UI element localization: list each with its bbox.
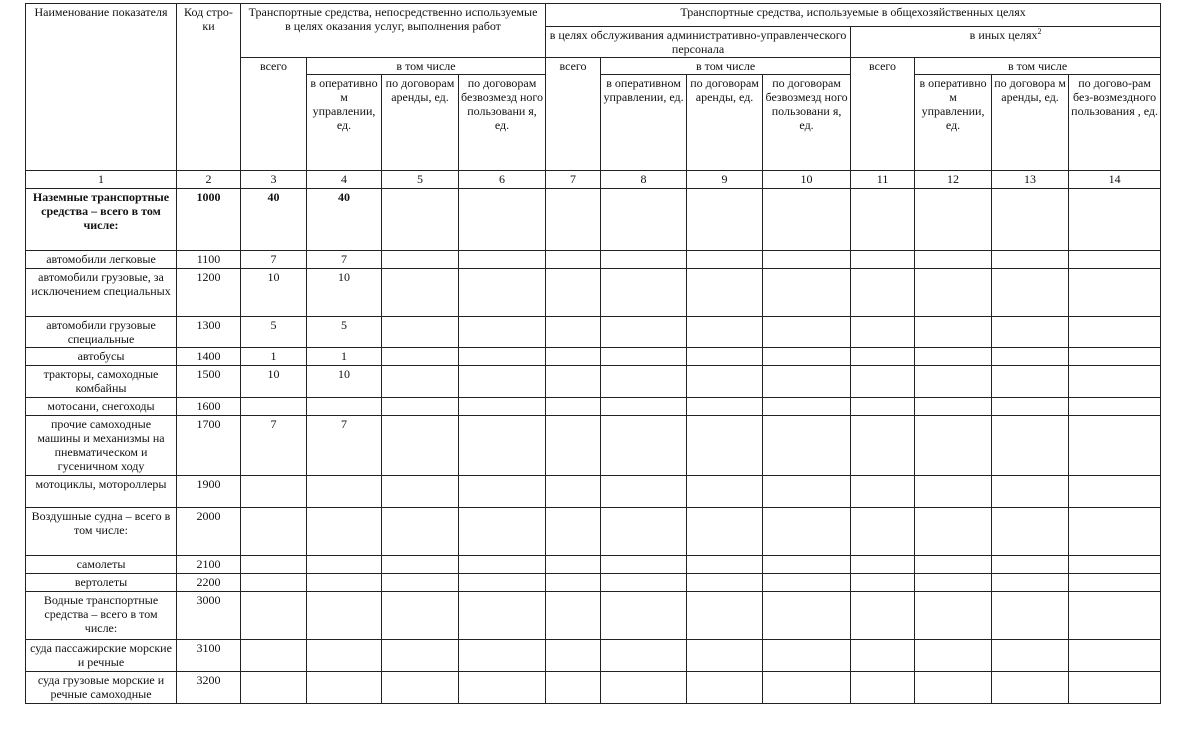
vehicles-table xyxy=(25,3,1161,704)
col-number: 3 xyxy=(241,171,307,189)
row-total xyxy=(241,398,307,416)
header-lease-c: по договора м аренды, ед. xyxy=(992,75,1069,171)
empty-cell xyxy=(1069,416,1161,476)
empty-cell xyxy=(601,251,687,269)
column-numbers-row xyxy=(26,171,1161,189)
empty-cell xyxy=(851,574,915,592)
empty-cell xyxy=(992,640,1069,672)
header-other xyxy=(851,27,1161,58)
empty-cell xyxy=(382,416,459,476)
col-number: 4 xyxy=(307,171,382,189)
header-lease-b: по договорам аренды, ед. xyxy=(687,75,763,171)
empty-cell xyxy=(763,640,851,672)
col-number: 9 xyxy=(687,171,763,189)
empty-cell xyxy=(851,251,915,269)
table-row xyxy=(26,556,1161,574)
empty-cell xyxy=(1069,366,1161,398)
row-code: 1600 xyxy=(177,398,241,416)
empty-cell xyxy=(992,348,1069,366)
table-row xyxy=(26,251,1161,269)
row-code: 1000 xyxy=(177,189,241,251)
empty-cell xyxy=(687,348,763,366)
empty-cell xyxy=(382,592,459,640)
row-code: 1300 xyxy=(177,317,241,348)
col-number: 12 xyxy=(915,171,992,189)
empty-cell xyxy=(601,508,687,556)
empty-cell xyxy=(546,398,601,416)
empty-cell xyxy=(687,366,763,398)
col-number: 2 xyxy=(177,171,241,189)
row-total xyxy=(241,476,307,508)
row-name: автомобили грузовые, за исключением специальных xyxy=(26,269,177,317)
row-name: самолеты xyxy=(26,556,177,574)
row-operative: 10 xyxy=(307,366,382,398)
row-total xyxy=(241,672,307,704)
header-free-b: по договорам безвозмезд ного пользовани я, ед. xyxy=(763,75,851,171)
row-code: 3000 xyxy=(177,592,241,640)
empty-cell xyxy=(851,317,915,348)
empty-cell xyxy=(459,416,546,476)
row-code: 2000 xyxy=(177,508,241,556)
empty-cell xyxy=(546,416,601,476)
table-row xyxy=(26,189,1161,251)
row-operative xyxy=(307,574,382,592)
row-operative xyxy=(307,672,382,704)
empty-cell xyxy=(459,556,546,574)
row-operative: 7 xyxy=(307,416,382,476)
empty-cell xyxy=(601,592,687,640)
row-name: Воздушные судна – всего в том числе: xyxy=(26,508,177,556)
table-row xyxy=(26,592,1161,640)
empty-cell xyxy=(546,348,601,366)
empty-cell xyxy=(992,672,1069,704)
empty-cell xyxy=(992,508,1069,556)
row-name: мотоциклы, мотороллеры xyxy=(26,476,177,508)
empty-cell xyxy=(1069,592,1161,640)
header-incl-c: в том числе xyxy=(915,58,1161,75)
row-name: тракторы, самоходные комбайны xyxy=(26,366,177,398)
empty-cell xyxy=(915,672,992,704)
empty-cell xyxy=(992,416,1069,476)
empty-cell xyxy=(546,556,601,574)
empty-cell xyxy=(915,592,992,640)
row-operative xyxy=(307,398,382,416)
empty-cell xyxy=(763,269,851,317)
empty-cell xyxy=(851,416,915,476)
empty-cell xyxy=(915,574,992,592)
table-row xyxy=(26,398,1161,416)
empty-cell xyxy=(601,317,687,348)
col-number: 7 xyxy=(546,171,601,189)
empty-cell xyxy=(382,348,459,366)
empty-cell xyxy=(851,189,915,251)
empty-cell xyxy=(1069,672,1161,704)
empty-cell xyxy=(1069,251,1161,269)
col-number: 8 xyxy=(601,171,687,189)
empty-cell xyxy=(851,508,915,556)
empty-cell xyxy=(763,317,851,348)
empty-cell xyxy=(851,476,915,508)
empty-cell xyxy=(763,251,851,269)
empty-cell xyxy=(546,366,601,398)
empty-cell xyxy=(687,189,763,251)
row-total xyxy=(241,556,307,574)
empty-cell xyxy=(763,416,851,476)
row-operative xyxy=(307,640,382,672)
row-operative: 7 xyxy=(307,251,382,269)
empty-cell xyxy=(992,476,1069,508)
row-total xyxy=(241,592,307,640)
header-name: Наименование показателя xyxy=(26,4,177,171)
col-number: 13 xyxy=(992,171,1069,189)
empty-cell xyxy=(546,317,601,348)
empty-cell xyxy=(763,508,851,556)
row-code: 1700 xyxy=(177,416,241,476)
empty-cell xyxy=(382,269,459,317)
row-operative: 1 xyxy=(307,348,382,366)
empty-cell xyxy=(1069,574,1161,592)
empty-cell xyxy=(687,251,763,269)
col-number: 1 xyxy=(26,171,177,189)
col-number: 11 xyxy=(851,171,915,189)
empty-cell xyxy=(992,317,1069,348)
empty-cell xyxy=(915,476,992,508)
row-total xyxy=(241,574,307,592)
col-number: 14 xyxy=(1069,171,1161,189)
empty-cell xyxy=(382,317,459,348)
row-name: прочие самоходные машины и механизмы на пневматическом и гусеничном ходу xyxy=(26,416,177,476)
empty-cell xyxy=(763,556,851,574)
empty-cell xyxy=(1069,398,1161,416)
empty-cell xyxy=(546,508,601,556)
table-row xyxy=(26,640,1161,672)
empty-cell xyxy=(459,640,546,672)
row-total: 7 xyxy=(241,416,307,476)
empty-cell xyxy=(601,398,687,416)
empty-cell xyxy=(382,398,459,416)
table-row xyxy=(26,508,1161,556)
empty-cell xyxy=(1069,317,1161,348)
empty-cell xyxy=(601,189,687,251)
empty-cell xyxy=(687,476,763,508)
empty-cell xyxy=(915,640,992,672)
row-operative: 10 xyxy=(307,269,382,317)
empty-cell xyxy=(1069,189,1161,251)
header-direct-use xyxy=(241,4,546,58)
header-operative-b: в оперативном управлении, ед. xyxy=(601,75,687,171)
empty-cell xyxy=(546,251,601,269)
empty-cell xyxy=(459,508,546,556)
row-code: 1500 xyxy=(177,366,241,398)
table-row xyxy=(26,317,1161,348)
empty-cell xyxy=(687,640,763,672)
empty-cell xyxy=(915,317,992,348)
row-total xyxy=(241,508,307,556)
table-row xyxy=(26,672,1161,704)
table-row xyxy=(26,348,1161,366)
empty-cell xyxy=(915,556,992,574)
row-total: 10 xyxy=(241,269,307,317)
header-lease-a: по договорам аренды, ед. xyxy=(382,75,459,171)
table-row xyxy=(26,366,1161,398)
row-operative: 5 xyxy=(307,317,382,348)
row-total: 10 xyxy=(241,366,307,398)
empty-cell xyxy=(851,672,915,704)
empty-cell xyxy=(546,269,601,317)
empty-cell xyxy=(851,640,915,672)
empty-cell xyxy=(992,574,1069,592)
row-operative xyxy=(307,508,382,556)
row-name: вертолеты xyxy=(26,574,177,592)
header-general-use: Транспортные средства, используемые в общехозяйственных целях xyxy=(546,4,1161,27)
empty-cell xyxy=(851,269,915,317)
empty-cell xyxy=(851,592,915,640)
empty-cell xyxy=(915,348,992,366)
empty-cell xyxy=(601,672,687,704)
row-total: 1 xyxy=(241,348,307,366)
empty-cell xyxy=(382,476,459,508)
empty-cell xyxy=(601,269,687,317)
footnote-mark: 2 xyxy=(1037,27,1042,36)
row-name: суда грузовые морские и речные самоходные xyxy=(26,672,177,704)
row-code: 1900 xyxy=(177,476,241,508)
empty-cell xyxy=(915,366,992,398)
row-name: суда пассажирские морские и речные xyxy=(26,640,177,672)
empty-cell xyxy=(459,592,546,640)
empty-cell xyxy=(851,556,915,574)
empty-cell xyxy=(601,476,687,508)
empty-cell xyxy=(851,398,915,416)
row-code: 1200 xyxy=(177,269,241,317)
empty-cell xyxy=(915,508,992,556)
empty-cell xyxy=(459,348,546,366)
header-total-a: всего xyxy=(241,58,307,171)
empty-cell xyxy=(601,640,687,672)
empty-cell xyxy=(915,416,992,476)
header-incl-a: в том числе xyxy=(307,58,546,75)
empty-cell xyxy=(601,348,687,366)
row-total: 40 xyxy=(241,189,307,251)
empty-cell xyxy=(382,189,459,251)
empty-cell xyxy=(992,269,1069,317)
table-row xyxy=(26,416,1161,476)
empty-cell xyxy=(459,574,546,592)
empty-cell xyxy=(851,366,915,398)
row-name: автомобили грузовые специальные xyxy=(26,317,177,348)
empty-cell xyxy=(546,189,601,251)
empty-cell xyxy=(1069,508,1161,556)
empty-cell xyxy=(459,317,546,348)
table-row xyxy=(26,574,1161,592)
empty-cell xyxy=(915,398,992,416)
empty-cell xyxy=(915,189,992,251)
header-incl-b: в том числе xyxy=(601,58,851,75)
empty-cell xyxy=(687,416,763,476)
empty-cell xyxy=(459,269,546,317)
empty-cell xyxy=(382,640,459,672)
empty-cell xyxy=(687,672,763,704)
empty-cell xyxy=(546,476,601,508)
empty-cell xyxy=(1069,476,1161,508)
header-other-label: в иных целях xyxy=(969,28,1038,42)
empty-cell xyxy=(1069,269,1161,317)
empty-cell xyxy=(763,672,851,704)
empty-cell xyxy=(915,269,992,317)
empty-cell xyxy=(763,348,851,366)
row-name: Водные транспортные средства – всего в том числе: xyxy=(26,592,177,640)
empty-cell xyxy=(687,556,763,574)
empty-cell xyxy=(382,556,459,574)
empty-cell xyxy=(687,269,763,317)
empty-cell xyxy=(1069,640,1161,672)
data-rows xyxy=(26,189,1161,704)
empty-cell xyxy=(459,366,546,398)
empty-cell xyxy=(851,348,915,366)
header-total-b: всего xyxy=(546,58,601,171)
empty-cell xyxy=(992,189,1069,251)
empty-cell xyxy=(601,574,687,592)
empty-cell xyxy=(546,640,601,672)
empty-cell xyxy=(992,366,1069,398)
row-code: 1100 xyxy=(177,251,241,269)
empty-cell xyxy=(601,366,687,398)
empty-cell xyxy=(687,317,763,348)
empty-cell xyxy=(992,592,1069,640)
header-operative-c: в оперативно м управлении, ед. xyxy=(915,75,992,171)
empty-cell xyxy=(601,416,687,476)
report-form xyxy=(25,3,1161,704)
empty-cell xyxy=(763,476,851,508)
empty-cell xyxy=(687,592,763,640)
header-free-c: по догово-рам без-возмездного пользования , ед. xyxy=(1069,75,1161,171)
empty-cell xyxy=(382,574,459,592)
row-total xyxy=(241,640,307,672)
empty-cell xyxy=(763,366,851,398)
row-name: автомобили легковые xyxy=(26,251,177,269)
row-operative xyxy=(307,592,382,640)
empty-cell xyxy=(546,574,601,592)
header-free-a: по договорам безвозмезд ного пользовани я, ед. xyxy=(459,75,546,171)
empty-cell xyxy=(459,251,546,269)
row-operative: 40 xyxy=(307,189,382,251)
empty-cell xyxy=(382,251,459,269)
empty-cell xyxy=(687,574,763,592)
empty-cell xyxy=(992,556,1069,574)
row-code: 2200 xyxy=(177,574,241,592)
empty-cell xyxy=(992,398,1069,416)
empty-cell xyxy=(763,398,851,416)
row-operative xyxy=(307,556,382,574)
row-code: 3200 xyxy=(177,672,241,704)
empty-cell xyxy=(459,476,546,508)
empty-cell xyxy=(1069,348,1161,366)
header-operative-a: в оперативно м управлении, ед. xyxy=(307,75,382,171)
header-code: Код стро-ки xyxy=(177,4,241,171)
empty-cell xyxy=(382,366,459,398)
empty-cell xyxy=(459,189,546,251)
col-number: 5 xyxy=(382,171,459,189)
empty-cell xyxy=(459,672,546,704)
table-row xyxy=(26,269,1161,317)
row-operative xyxy=(307,476,382,508)
empty-cell xyxy=(546,592,601,640)
empty-cell xyxy=(915,251,992,269)
row-name: автобусы xyxy=(26,348,177,366)
col-number: 10 xyxy=(763,171,851,189)
empty-cell xyxy=(763,592,851,640)
empty-cell xyxy=(459,398,546,416)
col-number: 6 xyxy=(459,171,546,189)
empty-cell xyxy=(601,556,687,574)
row-code: 2100 xyxy=(177,556,241,574)
empty-cell xyxy=(1069,556,1161,574)
header-direct-line2: в целях оказания услуг, выполнения работ xyxy=(285,19,501,33)
header-admin: в целях обслуживания административно-управленческого персонала xyxy=(546,27,851,58)
row-name: мотосани, снегоходы xyxy=(26,398,177,416)
empty-cell xyxy=(687,398,763,416)
empty-cell xyxy=(382,672,459,704)
row-total: 5 xyxy=(241,317,307,348)
empty-cell xyxy=(546,672,601,704)
row-code: 1400 xyxy=(177,348,241,366)
empty-cell xyxy=(992,251,1069,269)
row-name: Наземные транспортные средства – всего в том числе: xyxy=(26,189,177,251)
header-total-c: всего xyxy=(851,58,915,171)
table-row xyxy=(26,476,1161,508)
empty-cell xyxy=(763,574,851,592)
empty-cell xyxy=(687,508,763,556)
row-total: 7 xyxy=(241,251,307,269)
empty-cell xyxy=(763,189,851,251)
header-direct-line1: Транспортные средства, непосредственно используемые xyxy=(248,5,538,19)
row-code: 3100 xyxy=(177,640,241,672)
empty-cell xyxy=(382,508,459,556)
